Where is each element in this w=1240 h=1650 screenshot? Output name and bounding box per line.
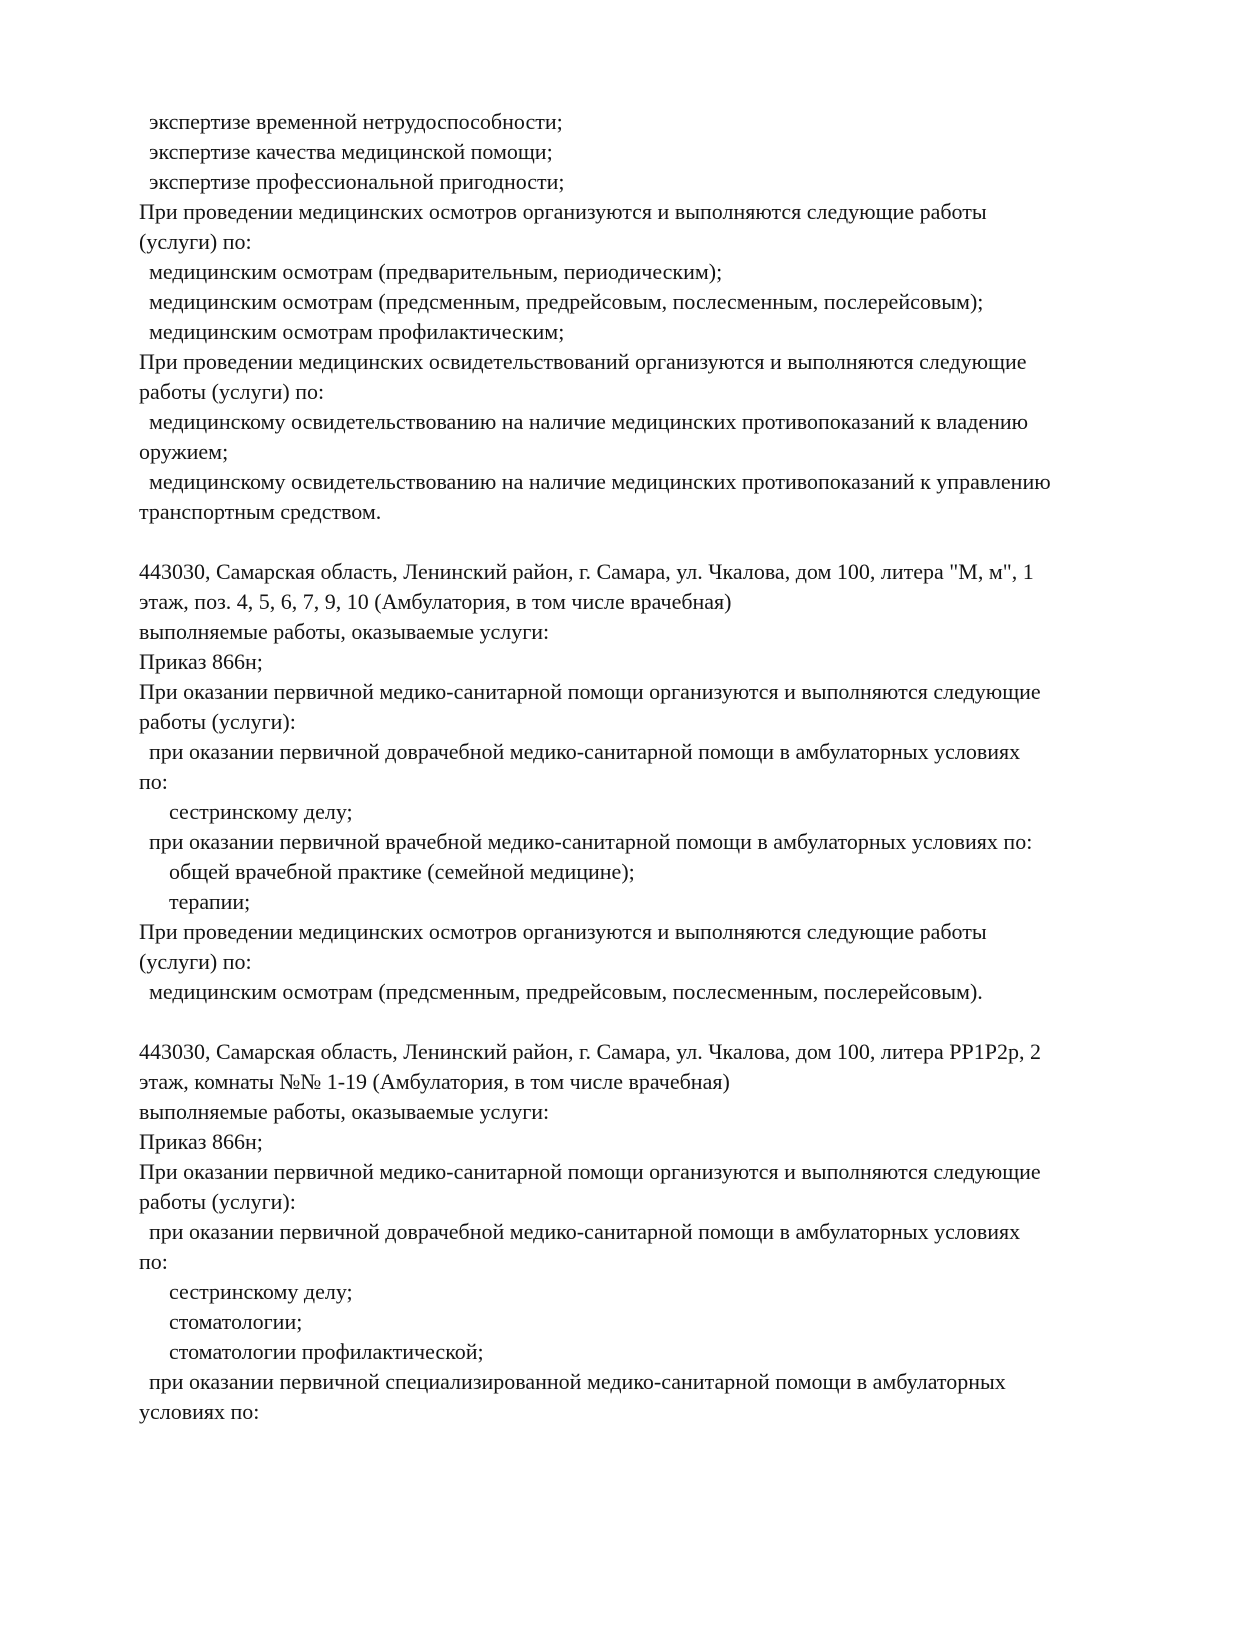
paragraph bbox=[139, 737, 1175, 797]
text-line: работы (услуги) по: bbox=[139, 379, 325, 404]
paragraph bbox=[139, 1307, 1175, 1337]
address-block-litera-PP1P2p bbox=[139, 1037, 1175, 1427]
text-line: сестринскому делу; bbox=[169, 1279, 353, 1304]
paragraph bbox=[139, 257, 1175, 287]
paragraph bbox=[139, 797, 1175, 827]
address-block-litera-M bbox=[139, 557, 1175, 1007]
text-line: при оказании первичной доврачебной медико-санитарной помощи в амбулаторных условиях bbox=[149, 1219, 1021, 1244]
paragraph bbox=[139, 1037, 1175, 1097]
text-line: при оказании первичной доврачебной медико-санитарной помощи в амбулаторных условиях bbox=[149, 739, 1021, 764]
text-line: общей врачебной практике (семейной медицине); bbox=[169, 859, 635, 884]
paragraph bbox=[139, 107, 1175, 137]
text-line: этаж, поз. 4, 5, 6, 7, 9, 10 (Амбулатория, в том числе врачебная) bbox=[139, 589, 732, 614]
text-line: При оказании первичной медико-санитарной помощи организуются и выполняются следующие bbox=[139, 1159, 1041, 1184]
text-line: При проведении медицинских освидетельствований организуются и выполняются следующие bbox=[139, 349, 1027, 374]
text-line: При проведении медицинских осмотров организуются и выполняются следующие работы bbox=[139, 919, 987, 944]
text-line: медицинским осмотрам (предварительным, периодическим); bbox=[149, 259, 723, 284]
paragraph bbox=[139, 977, 1175, 1007]
paragraph bbox=[139, 1157, 1175, 1217]
paragraph bbox=[139, 677, 1175, 737]
paragraph bbox=[139, 917, 1175, 977]
paragraph bbox=[139, 857, 1175, 887]
text-line: медицинским осмотрам (предсменным, предрейсовым, послесменным, послерейсовым); bbox=[149, 289, 984, 314]
paragraph bbox=[139, 617, 1175, 647]
text-line: оружием; bbox=[139, 439, 229, 464]
paragraph bbox=[139, 647, 1175, 677]
paragraph bbox=[139, 197, 1175, 257]
text-line: при оказании первичной специализированной медико-санитарной помощи в амбулаторных bbox=[149, 1369, 1006, 1394]
text-line: медицинским осмотрам профилактическим; bbox=[149, 319, 565, 344]
text-line: стоматологии профилактической; bbox=[169, 1339, 484, 1364]
text-line: при оказании первичной врачебной медико-санитарной помощи в амбулаторных условиях по: bbox=[149, 829, 1033, 854]
text-line: При оказании первичной медико-санитарной помощи организуются и выполняются следующие bbox=[139, 679, 1041, 704]
text-line: 443030, Самарская область, Ленинский район, г. Самара, ул. Чкалова, дом 100, литера РР1Р2р, 2 bbox=[139, 1039, 1041, 1064]
paragraph bbox=[139, 347, 1175, 407]
paragraph bbox=[139, 1277, 1175, 1307]
text-line: выполняемые работы, оказываемые услуги: bbox=[139, 1099, 550, 1124]
text-line: (услуги) по: bbox=[139, 229, 252, 254]
text-line: 443030, Самарская область, Ленинский район, г. Самара, ул. Чкалова, дом 100, литера "М, м", 1 bbox=[139, 559, 1034, 584]
paragraph bbox=[139, 1127, 1175, 1157]
text-line: транспортным средством. bbox=[139, 499, 382, 524]
text-line: экспертизе временной нетрудоспособности; bbox=[149, 109, 563, 134]
paragraph bbox=[139, 317, 1175, 347]
text-line: медицинскому освидетельствованию на наличие медицинских противопоказаний к управлению bbox=[149, 469, 1051, 494]
text-line: условиях по: bbox=[139, 1399, 260, 1424]
paragraph bbox=[139, 1097, 1175, 1127]
text-line: терапии; bbox=[169, 889, 251, 914]
paragraph bbox=[139, 1337, 1175, 1367]
paragraph bbox=[139, 887, 1175, 917]
text-line: медицинским осмотрам (предсменным, предрейсовым, послесменным, послерейсовым). bbox=[149, 979, 983, 1004]
text-line: работы (услуги): bbox=[139, 1189, 296, 1214]
text-line: При проведении медицинских осмотров организуются и выполняются следующие работы bbox=[139, 199, 987, 224]
text-line: (услуги) по: bbox=[139, 949, 252, 974]
text-line: Приказ 866н; bbox=[139, 649, 263, 674]
paragraph bbox=[139, 467, 1175, 527]
text-line: по: bbox=[139, 769, 168, 794]
paragraph bbox=[139, 557, 1175, 617]
text-line: стоматологии; bbox=[169, 1309, 303, 1334]
paragraph bbox=[139, 1367, 1175, 1427]
text-line: экспертизе качества медицинской помощи; bbox=[149, 139, 553, 164]
text-line: этаж, комнаты №№ 1-19 (Амбулатория, в том числе врачебная) bbox=[139, 1069, 730, 1094]
paragraph bbox=[139, 407, 1175, 467]
paragraph bbox=[139, 287, 1175, 317]
services-continued bbox=[139, 107, 1175, 527]
paragraph bbox=[139, 167, 1175, 197]
paragraph bbox=[139, 137, 1175, 167]
document-body bbox=[139, 107, 1175, 1427]
paragraph bbox=[139, 1217, 1175, 1277]
text-line: работы (услуги): bbox=[139, 709, 296, 734]
text-line: экспертизе профессиональной пригодности; bbox=[149, 169, 565, 194]
text-line: по: bbox=[139, 1249, 168, 1274]
text-line: Приказ 866н; bbox=[139, 1129, 263, 1154]
text-line: выполняемые работы, оказываемые услуги: bbox=[139, 619, 550, 644]
text-line: медицинскому освидетельствованию на наличие медицинских противопоказаний к владению bbox=[149, 409, 1029, 434]
paragraph bbox=[139, 827, 1175, 857]
text-line: сестринскому делу; bbox=[169, 799, 353, 824]
